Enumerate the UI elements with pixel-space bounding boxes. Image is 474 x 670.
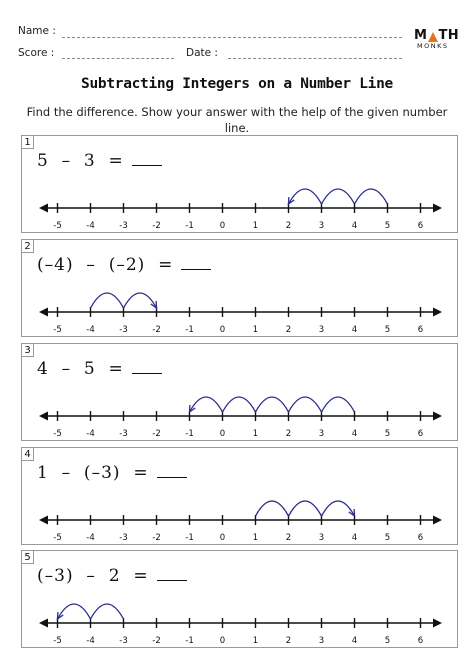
tick-label: -1 bbox=[185, 429, 194, 439]
tick-label: 2 bbox=[285, 636, 292, 646]
tick-label: 3 bbox=[318, 325, 325, 335]
tick-label: 3 bbox=[318, 429, 325, 439]
problem-5 bbox=[21, 550, 458, 648]
tick-label: 6 bbox=[417, 533, 424, 543]
tick-label: 0 bbox=[219, 636, 226, 646]
math-monks-logo bbox=[414, 28, 462, 50]
jump-arcs bbox=[91, 293, 157, 308]
date-label: Date : bbox=[186, 47, 218, 59]
jump-arcs bbox=[190, 397, 355, 412]
tick-label: 1 bbox=[252, 636, 259, 646]
tick-label: 5 bbox=[384, 221, 391, 231]
jump-arcs bbox=[289, 189, 388, 204]
tick-label: -3 bbox=[119, 533, 128, 543]
expression-text: (–4) – (–2) = bbox=[37, 255, 174, 275]
arrow-right-icon bbox=[433, 619, 442, 628]
jump-arrowhead-icon bbox=[58, 612, 64, 619]
score-field[interactable] bbox=[62, 58, 174, 59]
name-label: Name : bbox=[18, 25, 56, 37]
tick-label: -1 bbox=[185, 325, 194, 335]
tick-label: 4 bbox=[351, 325, 358, 335]
tick-label: -2 bbox=[152, 533, 161, 543]
date-field[interactable] bbox=[228, 58, 402, 59]
arrow-right-icon bbox=[433, 308, 442, 317]
tick-label: 3 bbox=[318, 221, 325, 231]
number-line bbox=[22, 240, 459, 338]
tick-label: 5 bbox=[384, 325, 391, 335]
tick-label: -3 bbox=[119, 636, 128, 646]
expression-text: 5 – 3 = bbox=[37, 151, 124, 171]
tick-label: 0 bbox=[219, 221, 226, 231]
tick-label: -1 bbox=[185, 533, 194, 543]
tick-label: -1 bbox=[185, 636, 194, 646]
expression-text: 1 – (–3) = bbox=[37, 463, 149, 483]
number-line bbox=[22, 551, 459, 649]
problem-number: 2 bbox=[21, 239, 34, 253]
tick-label: 4 bbox=[351, 636, 358, 646]
problem-3 bbox=[21, 343, 458, 441]
tick-label: 2 bbox=[285, 533, 292, 543]
arrow-left-icon bbox=[39, 204, 48, 213]
tick-label: 4 bbox=[351, 221, 358, 231]
problem-number: 4 bbox=[21, 447, 34, 461]
arrow-right-icon bbox=[433, 204, 442, 213]
arrow-right-icon bbox=[433, 516, 442, 525]
tick-label: 5 bbox=[384, 636, 391, 646]
tick-label: 6 bbox=[417, 429, 424, 439]
tick-label: 0 bbox=[219, 533, 226, 543]
logo-text-th: TH bbox=[438, 28, 460, 43]
tick-label: -3 bbox=[119, 429, 128, 439]
tick-label: -4 bbox=[86, 221, 95, 231]
tick-label: 1 bbox=[252, 221, 259, 231]
arrow-left-icon bbox=[39, 308, 48, 317]
tick-label: 3 bbox=[318, 533, 325, 543]
tick-label: -5 bbox=[53, 533, 62, 543]
arrow-left-icon bbox=[39, 516, 48, 525]
jump-arrowhead-icon bbox=[289, 197, 295, 204]
arrow-left-icon bbox=[39, 619, 48, 628]
problem-2 bbox=[21, 239, 458, 337]
arrow-left-icon bbox=[39, 412, 48, 421]
tick-label: -3 bbox=[119, 325, 128, 335]
tick-label: 3 bbox=[318, 636, 325, 646]
tick-label: 2 bbox=[285, 429, 292, 439]
problem-number: 3 bbox=[21, 343, 34, 357]
tick-label: 0 bbox=[219, 325, 226, 335]
worksheet-instruction: Find the difference. Show your answer with the help of the given number line. bbox=[26, 105, 448, 135]
tick-label: -3 bbox=[119, 221, 128, 231]
problem-1 bbox=[21, 135, 458, 233]
jump-arrowhead-icon bbox=[349, 509, 355, 516]
expression-text: 4 – 5 = bbox=[37, 359, 124, 379]
tick-label: 2 bbox=[285, 221, 292, 231]
tick-label: 1 bbox=[252, 325, 259, 335]
logo-subtext: MONKS bbox=[417, 42, 449, 50]
tick-label: -2 bbox=[152, 221, 161, 231]
number-line bbox=[22, 344, 459, 442]
tick-label: 5 bbox=[384, 533, 391, 543]
tick-label: 4 bbox=[351, 533, 358, 543]
tick-label: 1 bbox=[252, 533, 259, 543]
tick-label: -2 bbox=[152, 636, 161, 646]
problem-number: 1 bbox=[21, 135, 34, 149]
number-line bbox=[22, 136, 459, 234]
jump-arcs bbox=[256, 501, 355, 516]
arrow-right-icon bbox=[433, 412, 442, 421]
tick-label: 6 bbox=[417, 636, 424, 646]
problem-4 bbox=[21, 447, 458, 545]
tick-label: 6 bbox=[417, 325, 424, 335]
jump-arrowhead-icon bbox=[190, 405, 196, 412]
problem-number: 5 bbox=[21, 550, 34, 564]
tick-label: -4 bbox=[86, 429, 95, 439]
tick-label: -4 bbox=[86, 636, 95, 646]
tick-label: -1 bbox=[185, 221, 194, 231]
expression-text: (–3) – 2 = bbox=[37, 566, 149, 586]
score-label: Score : bbox=[18, 47, 55, 59]
tick-label: -5 bbox=[53, 325, 62, 335]
tick-label: -2 bbox=[152, 325, 161, 335]
tick-label: -5 bbox=[53, 221, 62, 231]
tick-label: -5 bbox=[53, 429, 62, 439]
tick-label: 5 bbox=[384, 429, 391, 439]
tick-label: 1 bbox=[252, 429, 259, 439]
jump-arrowhead-icon bbox=[151, 301, 157, 308]
name-field[interactable] bbox=[62, 37, 402, 38]
tick-label: -4 bbox=[86, 533, 95, 543]
worksheet-title: Subtracting Integers on a Number Line bbox=[81, 76, 393, 92]
number-line bbox=[22, 448, 459, 546]
tick-label: -2 bbox=[152, 429, 161, 439]
tick-label: 2 bbox=[285, 325, 292, 335]
jump-arcs bbox=[58, 604, 124, 619]
logo-text-m: M bbox=[414, 28, 428, 43]
tick-label: 0 bbox=[219, 429, 226, 439]
tick-label: -5 bbox=[53, 636, 62, 646]
tick-label: 4 bbox=[351, 429, 358, 439]
logo-triangle-icon bbox=[428, 32, 438, 42]
tick-label: -4 bbox=[86, 325, 95, 335]
tick-label: 6 bbox=[417, 221, 424, 231]
